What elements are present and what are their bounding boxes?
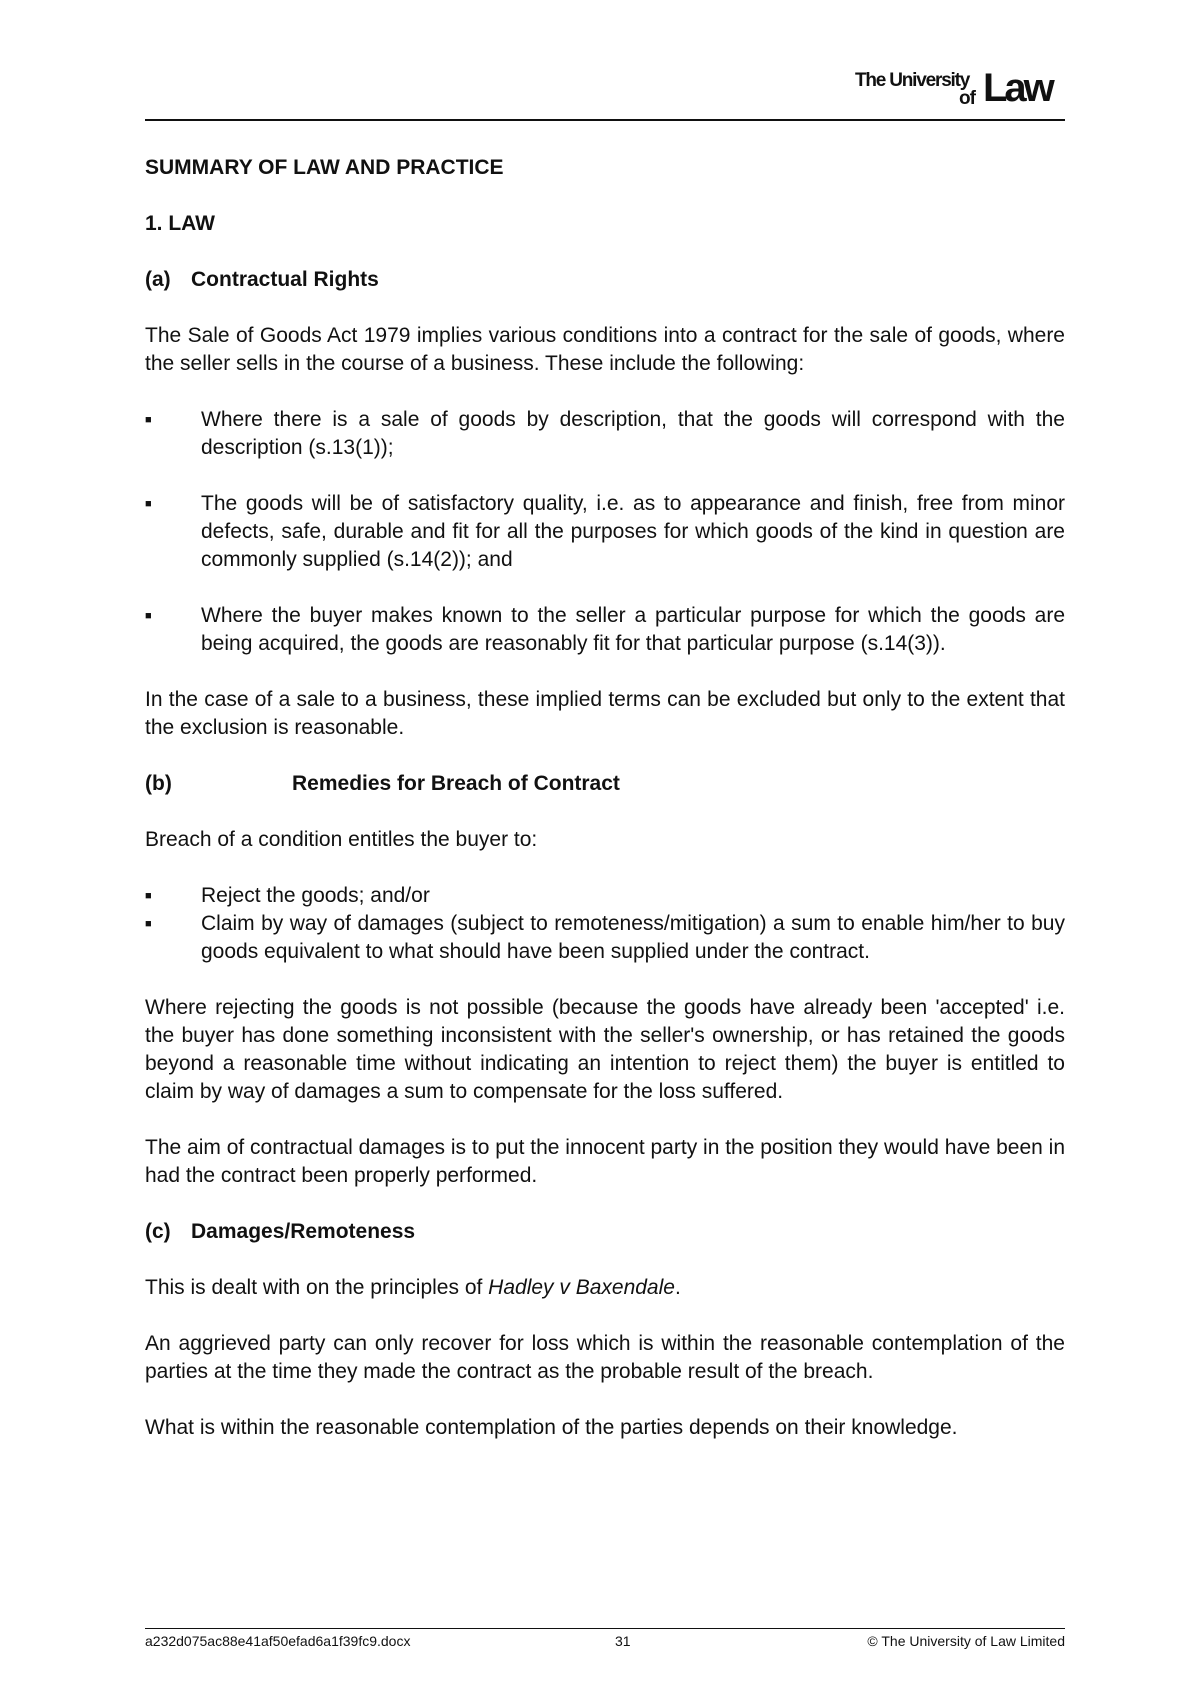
page-footer <box>145 1633 1065 1653</box>
bullet-list-remedies <box>145 882 1065 966</box>
document-title: SUMMARY OF LAW AND PRACTICE <box>145 156 504 179</box>
subheading-title: Remedies for Breach of Contract <box>292 772 620 795</box>
paragraph: The aim of contractual damages is to put the innocent party in the position they would have been in had the contract been properly performed. <box>145 1136 1065 1187</box>
paragraph: Breach of a condition entitles the buyer to: <box>145 828 538 851</box>
list-item-text: Where the buyer makes known to the seller a particular purpose for which the goods are being acquired, the goods are reasonably fit for that particular purpose (s.14(3)). <box>201 604 1065 655</box>
paragraph: What is within the reasonable contemplation of the parties depends on their knowledge. <box>145 1416 958 1439</box>
list-item-text: Reject the goods; and/or <box>201 884 430 907</box>
bullet-icon: ■ <box>145 498 152 510</box>
list-item-text: The goods will be of satisfactory quality, i.e. as to appearance and finish, free from minor defects, safe, durable and fit for all the purposes for which goods of the kind in question are commonly supplied (s.14(2)); and <box>201 492 1065 571</box>
subheading-label: (a) <box>145 268 171 291</box>
bullet-icon: ■ <box>145 610 152 622</box>
list-item <box>145 882 1065 910</box>
subheading-title: Damages/Remoteness <box>191 1220 416 1243</box>
list-item <box>145 602 1065 658</box>
paragraph: In the case of a sale to a business, these implied terms can be excluded but only to the extent that the exclusion is reasonable. <box>145 688 1065 739</box>
logo-text-law: Law <box>983 66 1052 110</box>
list-item <box>145 406 1065 462</box>
list-item-text: Claim by way of damages (subject to remoteness/mitigation) a sum to enable him/her to buy goods equivalent to what should have been supplied under the contract. <box>201 912 1065 963</box>
header-rule <box>145 119 1065 121</box>
list-item <box>145 490 1065 574</box>
footer-filename: a232d075ac88e41af50efad6a1f39fc9.docx <box>145 1633 411 1649</box>
bullet-icon: ■ <box>145 890 152 902</box>
paragraph-hadley <box>145 1274 1065 1302</box>
subheading-label: (c) <box>145 1220 171 1243</box>
list-item-text: Where there is a sale of goods by description, that the goods will correspond with the description (s.13(1)); <box>201 408 1065 459</box>
logo-text-the-university: The University <box>855 70 970 91</box>
subheading-contractual-rights <box>145 266 1065 294</box>
subheading-title: Contractual Rights <box>191 268 379 291</box>
university-logo <box>855 66 1065 110</box>
section-heading-law: 1. LAW <box>145 212 216 235</box>
bullet-icon: ■ <box>145 918 152 930</box>
paragraph-text: This is dealt with on the principles of <box>145 1276 489 1299</box>
bullet-icon: ■ <box>145 414 152 426</box>
footer-copyright: © The University of Law Limited <box>867 1633 1065 1649</box>
paragraph: The Sale of Goods Act 1979 implies various conditions into a contract for the sale of goods, where the seller sells in the course of a business. These include the following: <box>145 324 1065 375</box>
document-body <box>145 154 1065 1470</box>
case-name: Hadley v Baxendale <box>488 1276 675 1299</box>
paragraph: Where rejecting the goods is not possible (because the goods have already been 'accepted' i.e. the buyer has done something inconsistent with the seller's ownership, or has retained the goods beyond a reasonable time without indicating an intention to reject them) the buyer is entitled to claim by way of damages a sum to compensate for the loss suffered. <box>145 996 1065 1103</box>
footer-page-number: 31 <box>615 1633 631 1649</box>
paragraph-text: . <box>674 1276 681 1299</box>
subheading-label: (b) <box>145 772 172 795</box>
list-item <box>145 910 1065 966</box>
subheading-damages-remoteness <box>145 1218 1065 1246</box>
logo-text-of: of <box>959 88 975 109</box>
subheading-remedies <box>145 770 1065 798</box>
paragraph: An aggrieved party can only recover for loss which is within the reasonable contemplation of the parties at the time they made the contract as the probable result of the breach. <box>145 1332 1065 1383</box>
bullet-list-implied-terms <box>145 406 1065 658</box>
footer-rule <box>145 1628 1065 1629</box>
